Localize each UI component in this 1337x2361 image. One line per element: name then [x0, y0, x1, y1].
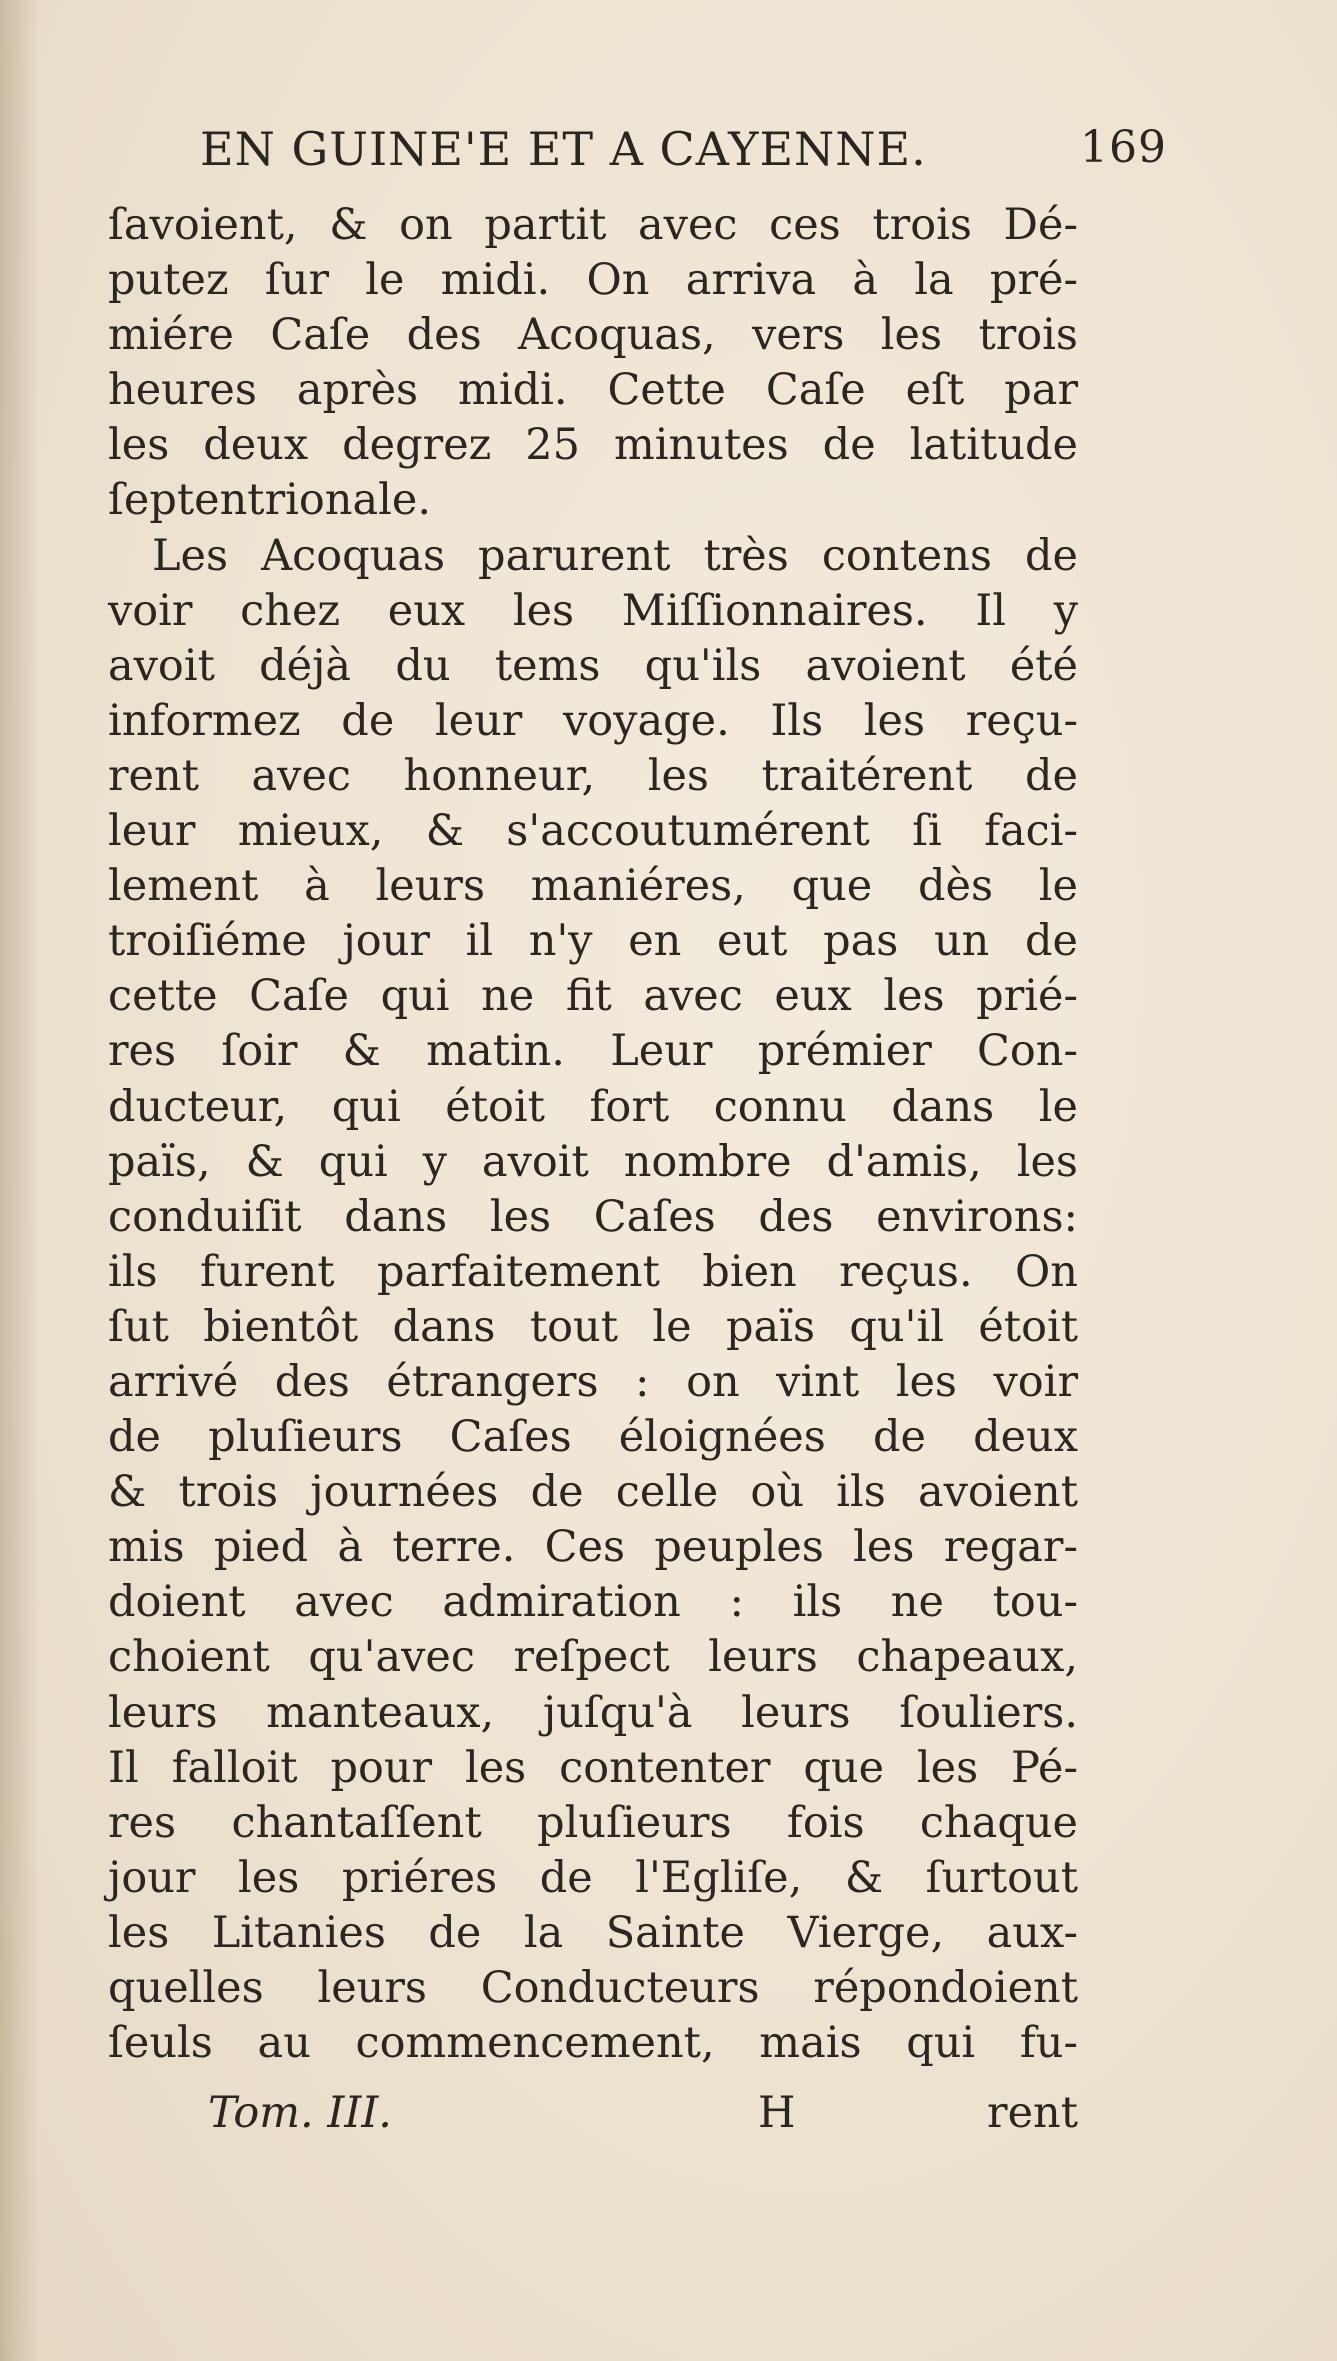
- text-line: ſavoient, & on partit avec ces trois Dé-: [108, 200, 1078, 250]
- page-footer: [108, 2088, 1078, 2144]
- text-line: Il falloit pour les contenter que les Pé-: [108, 1742, 1078, 1793]
- text-line: heures après midi. Cette Caſe eſt par: [108, 365, 1078, 416]
- text-line: quelles leurs Conducteurs répondoient: [108, 1963, 1078, 2013]
- catchword: rent: [987, 2088, 1078, 2138]
- paragraph-start-line: Les Acoquas parurent très contens de: [152, 530, 1078, 581]
- text-line: doient avec admiration : ils ne tou-: [108, 1577, 1078, 1628]
- text-line: lement à leurs maniéres, que dès le: [108, 861, 1078, 912]
- text-line: ſut bientôt dans tout le païs qu'il étoit: [108, 1301, 1078, 1352]
- running-title: EN GUINE'E ET A CAYENNE.: [200, 122, 927, 176]
- text-line: ſeptentrionale.: [108, 475, 431, 526]
- text-line: leurs manteaux, juſqu'à leurs ſouliers.: [108, 1687, 1078, 1738]
- text-line: res ſoir & matin. Leur prémier Con-: [108, 1026, 1078, 1077]
- text-line: ducteur, qui étoit fort connu dans le: [108, 1081, 1078, 1132]
- text-line: leur mieux, & s'accoutumérent ſi faci-: [108, 806, 1078, 857]
- text-line: troiſiéme jour il n'y en eut pas un de: [108, 916, 1078, 967]
- volume-signature: Tom. III.: [208, 2088, 392, 2138]
- text-line: mis pied à terre. Ces peuples les regar-: [108, 1522, 1078, 1573]
- text-line: conduiſit dans les Caſes des environs:: [108, 1191, 1078, 1242]
- signature-mark: H: [758, 2088, 796, 2138]
- text-line: les deux degrez 25 minutes de latitude: [108, 420, 1078, 471]
- running-head: [200, 122, 1167, 176]
- text-line: ils furent parfaitement bien reçus. On: [108, 1246, 1078, 1297]
- binding-gutter-shadow: [0, 0, 40, 2361]
- text-line: & trois journées de celle où ils avoient: [108, 1467, 1078, 1518]
- text-line: païs, & qui y avoit nombre d'amis, les: [108, 1136, 1078, 1187]
- text-line: informez de leur voyage. Ils les reçu-: [108, 695, 1078, 746]
- text-line: choient qu'avec reſpect leurs chapeaux,: [108, 1632, 1078, 1683]
- text-line: res chantaſſent pluſieurs fois chaque: [108, 1797, 1078, 1848]
- text-line: jour les priéres de l'Egliſe, & ſurtout: [108, 1852, 1078, 1903]
- text-line: de pluſieurs Caſes éloignées de deux: [108, 1412, 1078, 1463]
- text-line: rent avec honneur, les traitérent de: [108, 750, 1078, 801]
- text-line: arrivé des étrangers : on vint les voir: [108, 1356, 1078, 1407]
- text-line: les Litanies de la Sainte Vierge, aux-: [108, 1907, 1078, 1958]
- text-line: ſeuls au commencement, mais qui fu-: [108, 2018, 1078, 2069]
- text-line: avoit déjà du tems qu'ils avoient été: [108, 640, 1078, 691]
- text-line: putez ſur le midi. On arriva à la pré-: [108, 255, 1078, 306]
- text-line: voir chez eux les Miſſionnaires. Il y: [108, 585, 1078, 636]
- text-line: cette Caſe qui ne fit avec eux les prié-: [108, 971, 1078, 1022]
- body-text: [108, 198, 1078, 2071]
- page-number: 169: [1080, 122, 1167, 173]
- text-line: miére Caſe des Acoquas, vers les trois: [108, 310, 1078, 361]
